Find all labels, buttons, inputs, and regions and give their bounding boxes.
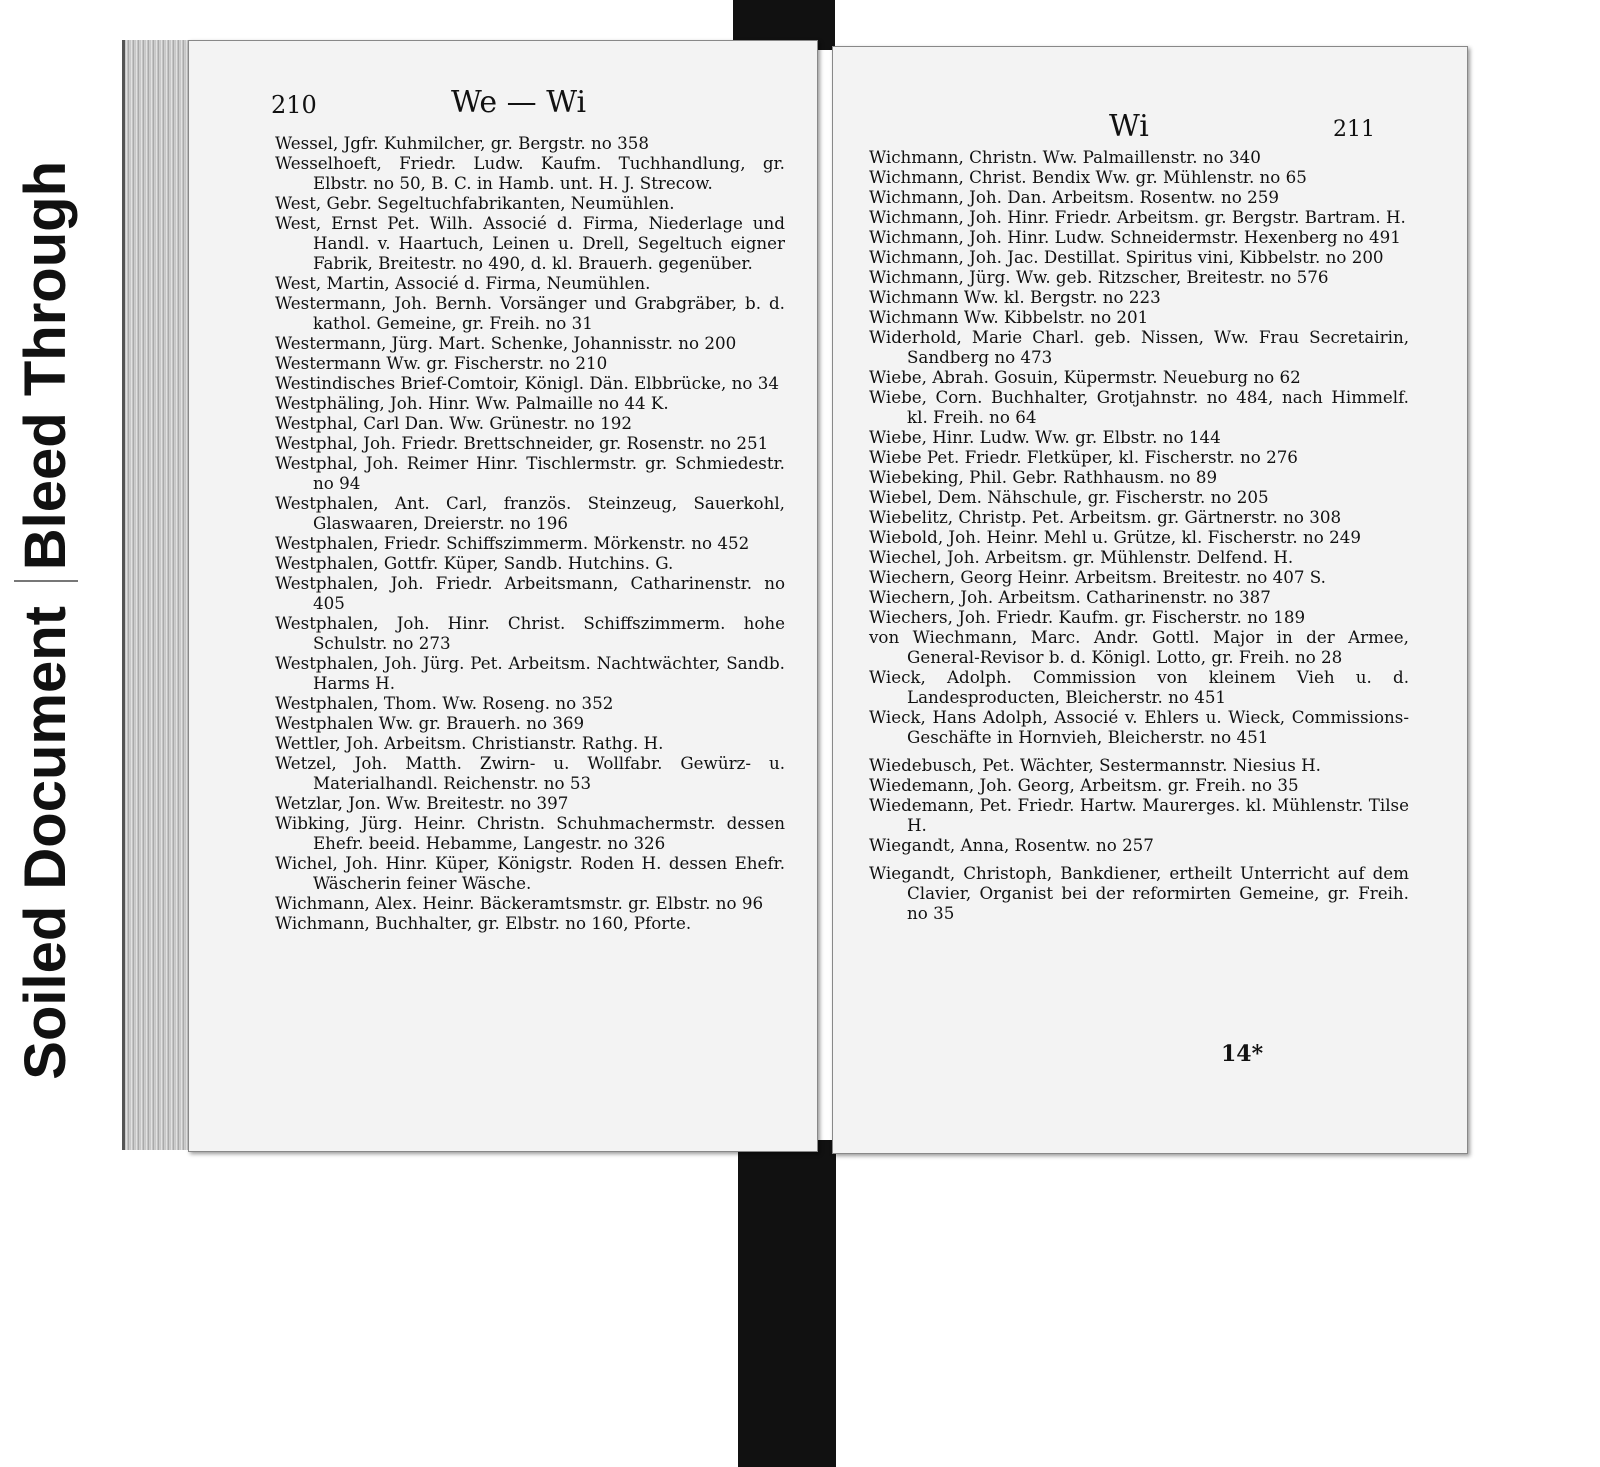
directory-entry: Wichmann, Joh. Dan. Arbeitsm. Rosentw. no 259 bbox=[869, 187, 1279, 207]
directory-entry: Westphalen, Thom. Ww. Roseng. no 352 bbox=[275, 693, 614, 713]
directory-entry: Westphalen, Ant. Carl, französ. Steinzeug, Sauerkohl, Glaswaaren, Dreierstr. no 196 bbox=[275, 493, 785, 533]
directory-entry: Wiebelitz, Christp. Pet. Arbeitsm. gr. Gärtnerstr. no 308 bbox=[869, 507, 1342, 527]
directory-entry: Wibking, Jürg. Heinr. Christn. Schuhmachermstr. dessen Ehefr. beeid. Hebamme, Langestr. no 326 bbox=[275, 813, 785, 853]
side-label-bleed-through: Bleed Through bbox=[13, 161, 78, 571]
directory-entry: Westphal, Carl Dan. Ww. Grünestr. no 192 bbox=[275, 413, 632, 433]
directory-entry: Wichmann, Christ. Bendix Ww. gr. Mühlenstr. no 65 bbox=[869, 167, 1307, 187]
side-label-divider bbox=[14, 580, 78, 596]
directory-entry: von Wiechmann, Marc. Andr. Gottl. Major in der Armee, General-Revisor b. d. Königl. Lotto, gr. Freih. no 28 bbox=[869, 627, 1409, 667]
directory-entry: Wiedemann, Pet. Friedr. Hartw. Maurerges. kl. Mühlenstr. Tilse H. bbox=[869, 795, 1409, 835]
directory-entry: Wichmann, Alex. Heinr. Bäckeramtsmstr. gr. Elbstr. no 96 bbox=[275, 893, 764, 913]
right-page-header: Wi bbox=[1109, 109, 1149, 144]
directory-entry: Widerhold, Marie Charl. geb. Nissen, Ww. Frau Secretairin, Sandberg no 473 bbox=[869, 327, 1409, 367]
directory-entry: Wiechern, Joh. Arbeitsm. Catharinenstr. no 387 bbox=[869, 587, 1271, 607]
signature-mark: 14* bbox=[1221, 1041, 1264, 1067]
directory-entry: Wiegandt, Christoph, Bankdiener, ertheilt Unterricht auf dem Clavier, Organist bei der reformirten Gemeine, gr. Freih. no 35 bbox=[869, 863, 1409, 923]
directory-entry: Wiebe, Corn. Buchhalter, Grotjahnstr. no 484, nach Himmelf. kl. Freih. no 64 bbox=[869, 387, 1409, 427]
directory-entry: Wiechel, Joh. Arbeitsm. gr. Mühlenstr. Delfend. H. bbox=[869, 547, 1294, 567]
directory-entry: Wichmann, Joh. Hinr. Ludw. Schneidermstr. Hexenberg no 491 bbox=[869, 227, 1401, 247]
directory-entry: Westphalen, Friedr. Schiffszimmerm. Mörkenstr. no 452 bbox=[275, 533, 750, 553]
directory-entry: Wichmann, Jürg. Ww. geb. Ritzscher, Breitestr. no 576 bbox=[869, 267, 1329, 287]
directory-entry: Westphal, Joh. Friedr. Brettschneider, gr. Rosenstr. no 251 bbox=[275, 433, 769, 453]
directory-entry: Wiebel, Dem. Nähschule, gr. Fischerstr. no 205 bbox=[869, 487, 1269, 507]
directory-entry: Wiebe, Abrah. Gosuin, Küpermstr. Neueburg no 62 bbox=[869, 367, 1301, 387]
directory-entry: Westermann Ww. gr. Fischerstr. no 210 bbox=[275, 353, 608, 373]
directory-entry: Wessel, Jgfr. Kuhmilcher, gr. Bergstr. no 358 bbox=[275, 133, 649, 153]
directory-entry: Westphalen Ww. gr. Brauerh. no 369 bbox=[275, 713, 585, 733]
left-page-header: We — Wi bbox=[451, 85, 587, 120]
directory-entry: Wichel, Joh. Hinr. Küper, Königstr. Roden H. dessen Ehefr. Wäscherin feiner Wäsche. bbox=[275, 853, 785, 893]
book-spine-bottom bbox=[738, 1140, 836, 1467]
directory-entry: Westermann, Joh. Bernh. Vorsänger und Grabgräber, b. d. kathol. Gemeine, gr. Freih. no 31 bbox=[275, 293, 785, 333]
left-page-number: 210 bbox=[271, 91, 317, 119]
right-page-number: 211 bbox=[1333, 117, 1375, 142]
directory-entry: Wiebold, Joh. Heinr. Mehl u. Grütze, kl. Fischerstr. no 249 bbox=[869, 527, 1361, 547]
directory-entry: Wieck, Adolph. Commission von kleinem Vieh u. d. Landesproducten, Bleicherstr. no 451 bbox=[869, 667, 1409, 707]
directory-entry: Wichmann, Christn. Ww. Palmaillenstr. no 340 bbox=[869, 147, 1261, 167]
directory-entry: Wiegandt, Anna, Rosentw. no 257 bbox=[869, 835, 1154, 855]
directory-entry: Westermann, Jürg. Mart. Schenke, Johannisstr. no 200 bbox=[275, 333, 737, 353]
directory-entry: Wichmann, Joh. Jac. Destillat. Spiritus vini, Kibbelstr. no 200 bbox=[869, 247, 1384, 267]
directory-entry: Wichmann, Joh. Hinr. Friedr. Arbeitsm. gr. Bergstr. Bartram. H. bbox=[869, 207, 1406, 227]
directory-entry: Wichmann, Buchhalter, gr. Elbstr. no 160, Pforte. bbox=[275, 913, 692, 933]
directory-entry: Westphalen, Joh. Hinr. Christ. Schiffszimmerm. hohe Schulstr. no 273 bbox=[275, 613, 785, 653]
right-page bbox=[832, 46, 1468, 1154]
directory-entry: Wesselhoeft, Friedr. Ludw. Kaufm. Tuchhandlung, gr. Elbstr. no 50, B. C. in Hamb. unt. H. J. Strecow. bbox=[275, 153, 785, 193]
directory-entry: Wiechern, Georg Heinr. Arbeitsm. Breitestr. no 407 S. bbox=[869, 567, 1326, 587]
left-page bbox=[188, 40, 818, 1152]
directory-entry: West, Ernst Pet. Wilh. Associé d. Firma, Niederlage und Handl. v. Haartuch, Leinen u. Drell, Segeltuch eigner Fabrik, Breitestr. no 490, d. kl. Brauerh. gegenüber. bbox=[275, 213, 785, 273]
directory-entry: Wettler, Joh. Arbeitsm. Christianstr. Rathg. H. bbox=[275, 733, 664, 753]
directory-entry: Westindisches Brief-Comtoir, Königl. Dän. Elbbrücke, no 34 bbox=[275, 373, 779, 393]
directory-entry: Westphalen, Joh. Friedr. Arbeitsmann, Catharinenstr. no 405 bbox=[275, 573, 785, 613]
directory-entry: Westphalen, Gottfr. Küper, Sandb. Hutchins. G. bbox=[275, 553, 674, 573]
directory-entry: Wiedemann, Joh. Georg, Arbeitsm. gr. Freih. no 35 bbox=[869, 775, 1299, 795]
side-label bbox=[6, 40, 86, 1080]
directory-entry: Westphäling, Joh. Hinr. Ww. Palmaille no 44 K. bbox=[275, 393, 669, 413]
directory-entry: West, Martin, Associé d. Firma, Neumühlen. bbox=[275, 273, 651, 293]
side-label-soiled-document: Soiled Document bbox=[13, 606, 78, 1080]
directory-entry: Wetzlar, Jon. Ww. Breitestr. no 397 bbox=[275, 793, 569, 813]
directory-entry: Wiechers, Joh. Friedr. Kaufm. gr. Fischerstr. no 189 bbox=[869, 607, 1306, 627]
directory-entry: Wiebeking, Phil. Gebr. Rathhausm. no 89 bbox=[869, 467, 1218, 487]
directory-entry: Wiebe, Hinr. Ludw. Ww. gr. Elbstr. no 144 bbox=[869, 427, 1221, 447]
right-entry-list bbox=[869, 147, 1409, 923]
directory-entry: Wichmann Ww. kl. Bergstr. no 223 bbox=[869, 287, 1161, 307]
directory-entry: Westphalen, Joh. Jürg. Pet. Arbeitsm. Nachtwächter, Sandb. Harms H. bbox=[275, 653, 785, 693]
page-edges bbox=[122, 40, 195, 1150]
directory-entry: Wichmann Ww. Kibbelstr. no 201 bbox=[869, 307, 1149, 327]
directory-entry: Wiedebusch, Pet. Wächter, Sestermannstr. Niesius H. bbox=[869, 755, 1321, 775]
directory-entry: Wiebe Pet. Friedr. Fletküper, kl. Fischerstr. no 276 bbox=[869, 447, 1298, 467]
directory-entry: Wetzel, Joh. Matth. Zwirn- u. Wollfabr. Gewürz- u. Materialhandl. Reichenstr. no 53 bbox=[275, 753, 785, 793]
directory-entry: Westphal, Joh. Reimer Hinr. Tischlermstr. gr. Schmiedestr. no 94 bbox=[275, 453, 785, 493]
directory-entry: Wieck, Hans Adolph, Associé v. Ehlers u. Wieck, Commissions-Geschäfte in Hornvieh, Bleicherstr. no 451 bbox=[869, 707, 1409, 747]
directory-entry: West, Gebr. Segeltuchfabrikanten, Neumühlen. bbox=[275, 193, 675, 213]
left-entry-list bbox=[275, 133, 785, 933]
